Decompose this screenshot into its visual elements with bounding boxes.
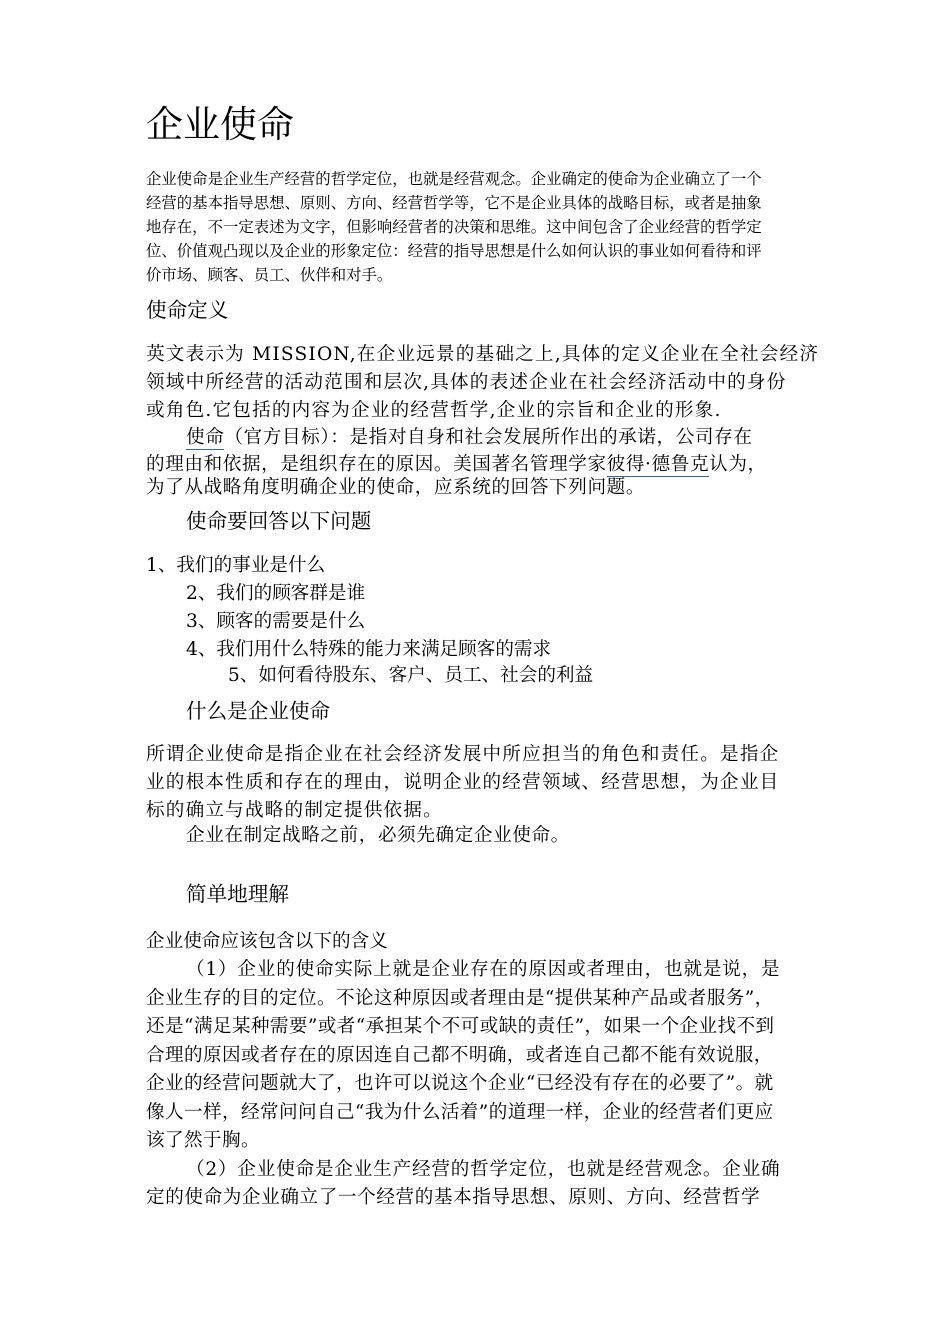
section-heading-what: 什么是企业使命 [186, 699, 331, 723]
text-line: 还是“满足某种需要”或者“承担某个不可或缺的责任”，如果一个企业找不到 [146, 1016, 775, 1037]
text-line: 企业使命是企业生产经营的哲学定位，也就是经营观念。企业确定的使命为企业确立了一个 [146, 170, 762, 188]
text-line: 领域中所经营的活动范围和层次,具体的表述企业在社会经济活动中的身份 [146, 372, 787, 393]
section-heading-simple: 简单地理解 [186, 882, 289, 906]
text-line: 企业的经营问题就大了，也许可以说这个企业“已经没有存在的必要了”。就 [146, 1073, 774, 1094]
text-line: 该了然于胸。 [146, 1130, 260, 1151]
text-span: 的理由和依据，是组织存在的原因。美国著名管理学家 [146, 454, 607, 475]
text-line: 位、价值观凸现以及企业的形象定位：经营的指导思想是什么如何认识的事业如何看待和评 [146, 242, 762, 260]
text-line: 合理的原因或者存在的原因连自己都不明确，或者连自己都不能有效说服， [146, 1045, 773, 1066]
text-line: 价市场、顾客、员工、伙伴和对手。 [146, 266, 393, 284]
text-line: 像人一样，经常问问自己“我为什么活着”的道理一样，企业的经营者们更应 [146, 1102, 774, 1123]
list-item: 1、我们的事业是什么 [146, 555, 326, 576]
text-line: 企业在制定战略之前，必须先确定企业使命。 [186, 825, 570, 846]
text-line: 经营的基本指导思想、原则、方向、经营哲学等，它不是企业具体的战略目标，或者是抽象 [146, 194, 762, 212]
text-line: 标的确立与战略的制定提供依据。 [146, 800, 443, 821]
text-line: 企业生存的目的定位。不论这种原因或者理由是“提供某种产品或者服务”， [146, 988, 774, 1009]
list-item: 3、顾客的需要是什么 [186, 611, 366, 632]
page-title: 企业使命 [146, 103, 294, 146]
list-item: 4、我们用什么特殊的能力来满足顾客的需求 [186, 639, 552, 660]
text-line: 定的使命为企业确立了一个经营的基本指导思想、原则、方向、经营哲学 [146, 1187, 761, 1208]
section-heading-definition: 使命定义 [146, 298, 229, 322]
text-span: （官方目标）：是指对自身和社会发展所作出的承诺，公司存在 [224, 427, 753, 448]
text-line: （2）企业使命是企业生产经营的哲学定位，也就是经营观念。企业确 [186, 1159, 781, 1180]
link-peter-drucker[interactable]: 彼得·德鲁克 [606, 454, 710, 475]
text-line: 或角色.它包括的内容为企业的经营哲学,企业的宗旨和企业的形象. [146, 400, 722, 421]
text-span: 认为， [709, 454, 767, 475]
text-line: 为了从战略角度明确企业的使命，应系统的回答下列问题。 [146, 477, 646, 498]
list-item: 5、如何看待股东、客户、员工、社会的利益 [228, 665, 594, 686]
list-item: 2、我们的顾客群是谁 [186, 583, 366, 604]
section-heading-questions: 使命要回答以下问题 [186, 509, 372, 533]
text-line: （1）企业的使命实际上就是企业存在的原因或者理由，也就是说，是 [186, 959, 781, 980]
text-line: 英文表示为 MISSION,在企业远景的基础之上,具体的定义企业在全社会经济 [146, 344, 820, 365]
text-line: 业的根本性质和存在的理由，说明企业的经营领域、经营思想，为企业目 [146, 772, 780, 793]
text-line: 企业使命应该包含以下的含义 [146, 931, 388, 952]
text-line: 地存在，不一定表述为文字，但影响经营者的决策和思维。这中间包含了企业经营的哲学定 [146, 218, 762, 236]
text-line: 所谓企业使命是指企业在社会经济发展中所应担当的角色和责任。是指企 [146, 744, 780, 765]
link-mission[interactable]: 使命 [186, 427, 225, 448]
text-line [186, 424, 753, 452]
